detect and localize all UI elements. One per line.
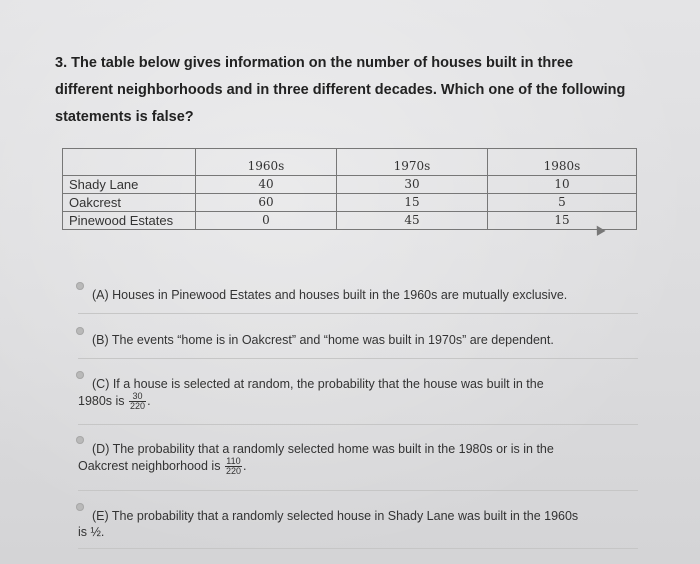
cell-value: 40 — [196, 176, 337, 194]
choice-d-line2 — [78, 457, 632, 476]
radio-button-a[interactable] — [76, 282, 84, 290]
choice-e-text — [78, 508, 632, 540]
cell-value: 0 — [196, 212, 337, 230]
table-row — [63, 176, 637, 194]
choice-d-line1: (D) The probability that a randomly selected home was built in the 1980s or is in the — [92, 442, 554, 456]
choice-d-line2-text: Oakcrest neighborhood is — [78, 458, 221, 473]
radio-button-e[interactable] — [76, 503, 84, 511]
cell-value: 10 — [488, 176, 637, 194]
radio-button-c[interactable] — [76, 371, 84, 379]
choice-c-line1: (C) If a house is selected at random, the probability that the house was built in the — [92, 377, 544, 391]
choice-c-text — [78, 376, 632, 411]
choice-b-text: (B) The events “home is in Oakcrest” and “home was built in 1970s” are dependent. — [92, 333, 554, 347]
divider — [78, 358, 638, 359]
divider — [78, 490, 638, 491]
cell-value: 15 — [337, 194, 488, 212]
fraction-numerator: 30 — [129, 392, 146, 402]
cell-value: 15 — [488, 212, 637, 230]
table-corner-cell — [63, 149, 196, 176]
fraction — [129, 392, 146, 411]
divider — [78, 548, 638, 549]
fraction-denominator: 220 — [130, 401, 146, 411]
fraction — [225, 457, 242, 476]
header-1960s: 1960s — [196, 149, 337, 176]
choice-c-line2 — [78, 392, 632, 411]
cell-value: 60 — [196, 194, 337, 212]
row-label-oakcrest: Oakcrest — [63, 194, 196, 212]
table-row — [63, 212, 637, 230]
cell-value: 5 — [488, 194, 637, 212]
period: . — [242, 458, 247, 473]
choice-d-text — [78, 441, 632, 476]
header-1980s: 1980s — [488, 149, 637, 176]
question-text: 3. The table below gives information on the number of houses built in three different neighborhoods and in three different decades. Which one of the following statements is false? — [55, 55, 626, 125]
header-1970s: 1970s — [337, 149, 488, 176]
choice-e-line2: is ½. — [78, 525, 105, 539]
row-label-shady-lane: Shady Lane — [63, 176, 196, 194]
choice-c-line2-text: 1980s is — [78, 393, 125, 408]
cell-value: 30 — [337, 176, 488, 194]
period: . — [147, 393, 151, 408]
radio-button-b[interactable] — [76, 327, 84, 335]
divider — [78, 424, 638, 425]
row-label-pinewood-estates: Pinewood Estates — [63, 212, 196, 230]
radio-button-d[interactable] — [76, 436, 84, 444]
table-row — [63, 194, 637, 212]
table-header-row — [63, 149, 637, 176]
cell-value: 45 — [337, 212, 488, 230]
fraction-denominator: 220 — [225, 466, 241, 476]
divider — [78, 313, 638, 314]
choice-a-text: (A) Houses in Pinewood Estates and houses built in the 1960s are mutually exclusive. — [92, 288, 568, 302]
choice-e-line1: (E) The probability that a randomly selected house in Shady Lane was built in the 1960s — [92, 509, 579, 523]
houses-table — [62, 148, 637, 230]
fraction-numerator: 110 — [226, 456, 241, 466]
